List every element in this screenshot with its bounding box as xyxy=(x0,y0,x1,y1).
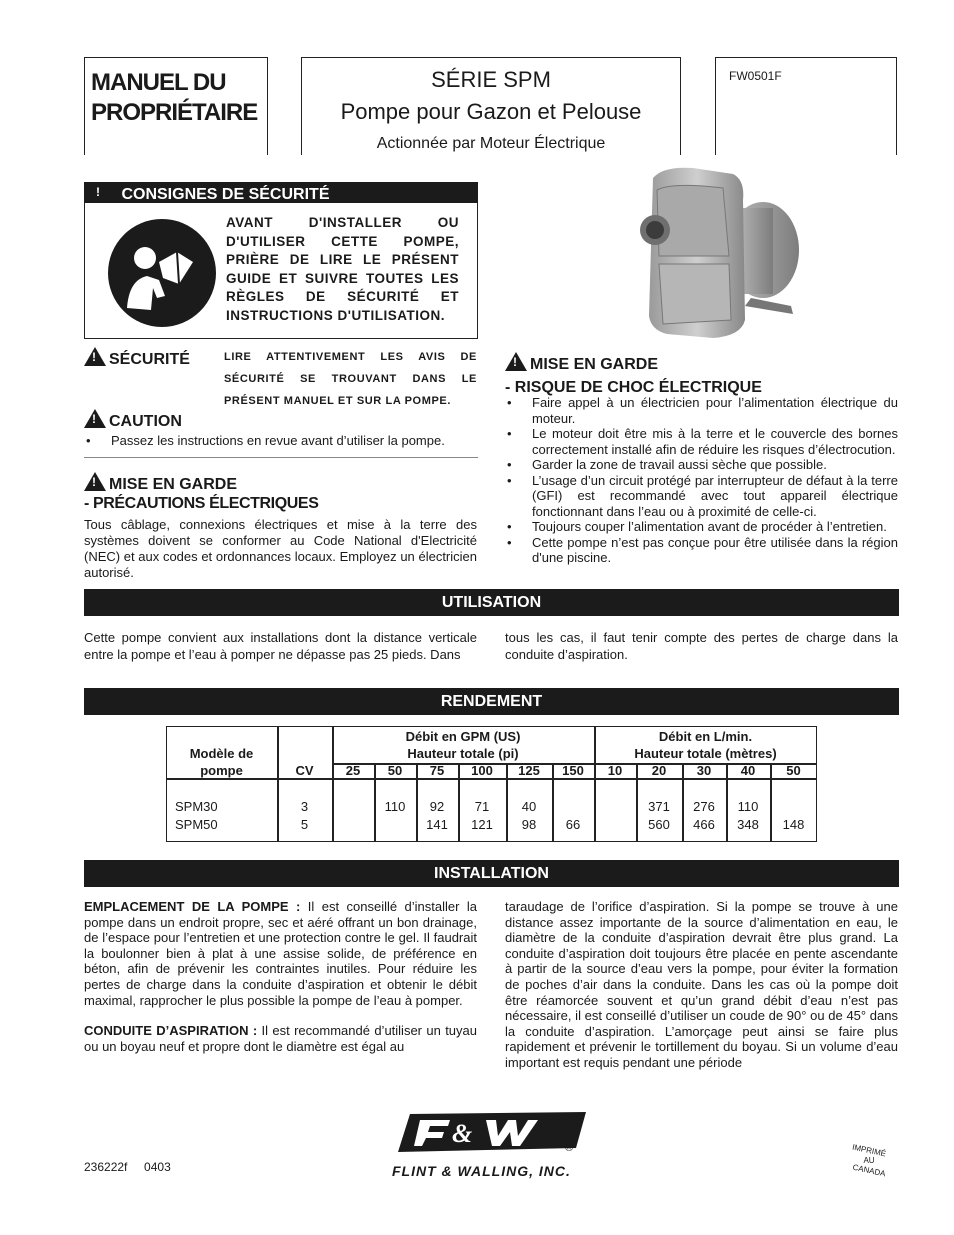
shock-warning-heading: !MISE EN GARDE xyxy=(505,352,658,374)
table-cell-lmin: 371 xyxy=(648,799,670,814)
series-subtitle: Pompe pour Gazon et Pelouse xyxy=(340,99,642,124)
col-header-model: pompe xyxy=(200,763,243,778)
list-item: • Faire appel à un électricien pour l’alimentation électrique du moteur. xyxy=(505,395,898,426)
col-header-m: 50 xyxy=(786,763,801,778)
table-cell-model: SPM30 xyxy=(175,799,218,814)
rendement-bar: RENDEMENT xyxy=(84,688,899,715)
col-header-lmin: Débit en L/min. xyxy=(658,729,753,744)
col-header-gpm: Hauteur totale (pi) xyxy=(407,746,519,761)
installation-left xyxy=(84,899,477,1054)
elec-warning-subheading: - PRÉCAUTIONS ÉLECTRIQUES xyxy=(84,495,319,512)
safety-notice-text: AVANT D'INSTALLER OU D'UTILISER CETTE POMPE, PRIÈRE DE LIRE LE PRÉSENT GUIDE ET SUIVRE TOUTES LES RÈGLES DE SÉCURITÉ ET INSTRUCTIONS D'UTILISATION. xyxy=(226,215,459,323)
installation-bar: INSTALLATION xyxy=(84,860,899,887)
warning-icon xyxy=(505,352,527,371)
caution-list xyxy=(84,433,478,449)
suction-line-paragraph: CONDUITE D’ASPIRATION : Il est recommandé d’utiliser un tuyau ou un boyau neuf et propre dont le diamètre est égal au xyxy=(84,1023,477,1054)
series-subtitle-2: Actionnée par Moteur Électrique xyxy=(376,135,606,152)
table-cell-gpm: 141 xyxy=(426,817,448,832)
manual-title: MANUEL DU PROPRIÉTAIRE xyxy=(91,69,258,126)
col-header-m: 40 xyxy=(740,763,756,778)
elec-warning-heading: !MISE EN GARDE xyxy=(84,472,237,494)
warning-icon xyxy=(84,347,106,366)
table-cell-cv: 3 xyxy=(300,799,309,814)
elec-warning-text: Tous câblage, connexions électriques et mise à la terre des systèmes doivent se conformer au Code National d'Electricité (NEC) et aux codes et ordonnances locaux. Employez un électricien autorisé. xyxy=(84,517,477,580)
pump-location-paragraph: EMPLACEMENT DE LA POMPE : Il est conseillé d’installer la pompe dans un endroit propre, sec et aéré offrant un bon drainage, de l’espace pour l’entretien et une protection contre le gel. Il faudrait la boulonner bien à plat à une assise solide, de préférence en béton, afin de prévenir les contraintes inutiles. Pour réduire les pertes de charge dans la conduite d’aspiration et obtenir le débit maximal, rapprocher le plus possible la pompe de l’eau à pomper. xyxy=(84,899,477,1008)
col-header-m: 30 xyxy=(696,763,712,778)
securite-heading: !SÉCURITÉ xyxy=(84,347,190,369)
table-cell-gpm: 92 xyxy=(429,799,445,814)
table-cell-lmin: 148 xyxy=(782,817,805,832)
shock-warning-subheading: - RISQUE DE CHOC ÉLECTRIQUE xyxy=(505,379,762,396)
company-logo xyxy=(390,1108,590,1156)
col-header-lmin: Hauteur totale (mètres) xyxy=(634,746,777,761)
shock-warning-list xyxy=(505,395,898,566)
table-cell-lmin: 560 xyxy=(648,817,670,832)
table-cell-lmin: 348 xyxy=(737,817,759,832)
warning-icon xyxy=(88,182,110,201)
table-cell-cv: 5 xyxy=(300,817,309,832)
list-item: • Le moteur doit être mis à la terre et le couvercle des bornes correctement installé afin de réduire les risques d’électrocution. xyxy=(505,426,898,457)
table-cell-gpm: 110 xyxy=(384,799,406,814)
list-item: • Passez les instructions en revue avant d’utiliser la pompe. xyxy=(84,433,478,449)
table-cell-gpm: 98 xyxy=(521,817,537,832)
col-header-cv: CV xyxy=(295,763,314,778)
table-cell-lmin: 276 xyxy=(693,799,715,814)
col-header-ft: 125 xyxy=(518,763,540,778)
doc-number: FW0501F xyxy=(729,69,782,83)
col-header-ft: 25 xyxy=(345,763,361,778)
installation-right: taraudage de l’orifice d’aspiration. Si la pompe se trouve à une distance assez importante de la source d’alimentation en eau, le diamètre de la conduite d’aspiration devrait être plus grand. La conduite d’aspiration doit toujours être placée en pente ascendante à partir de la source d’eau vers la pompe, pour éviter la formation de poches d’air dans la conduite. Dans les cas où la pompe doit être réamorcée souvent et qu’un grand débit d’eau n’est pas nécessaire, il est conseillé d’utiliser un coude de 90° ou de 45° dans la conduite d’aspiration. L’amorçage peut ainsi se faire plus rapidement et prévenir le tortillement du boyau. Si un volume d’eau important est requis pendant une période xyxy=(505,899,898,1070)
table-cell-gpm: 40 xyxy=(521,799,537,814)
divider xyxy=(84,457,478,458)
table-cell-gpm: 121 xyxy=(471,817,493,832)
table-cell-lmin: 110 xyxy=(737,799,759,814)
svg-text:&: & xyxy=(452,1119,473,1148)
col-header-ft: 75 xyxy=(429,763,445,778)
footer-code: 236222f 0403 xyxy=(84,1160,171,1174)
warning-icon xyxy=(84,409,106,428)
list-item: • L’usage d’un circuit protégé par interrupteur de défaut à la terre (GFI) est recommandé avec tout appareil électrique fonctionnant dans l’eau ou à proximité de celle-ci. xyxy=(505,473,898,520)
caution-heading: !CAUTION xyxy=(84,409,182,431)
utilisation-left: Cette pompe convient aux installations dont la distance verticale entre la pompe et l’eau à pomper ne dépasse pas 25 pieds. Dans xyxy=(84,630,477,662)
registered-mark: ® xyxy=(565,1142,574,1154)
safety-section-bar xyxy=(84,182,478,203)
table-cell-lmin: 466 xyxy=(693,817,715,832)
list-item: • Garder la zone de travail aussi sèche que possible. xyxy=(505,457,898,473)
utilisation-bar: UTILISATION xyxy=(84,589,899,616)
warning-icon xyxy=(84,472,106,491)
col-header-model: Modèle de xyxy=(189,746,254,761)
pump-image xyxy=(633,160,803,340)
col-header-m: 10 xyxy=(607,763,623,778)
list-item: • Cette pompe n’est pas conçue pour être utilisée dans la région d'une piscine. xyxy=(505,535,898,566)
utilisation-right: tous les cas, il faut tenir compte des pertes de charge dans la conduite d’aspiration. xyxy=(505,630,898,662)
series-title: SÉRIE SPM xyxy=(431,67,551,92)
table-cell-gpm: 66 xyxy=(565,817,581,832)
read-manual-icon xyxy=(107,218,217,328)
safety-section-title: CONSIGNES DE SÉCURITÉ xyxy=(121,186,330,203)
company-name: FLINT & WALLING, INC. xyxy=(392,1163,571,1179)
printed-in-canada-stamp: IMPRIMÉ AU CANADA xyxy=(851,1142,887,1179)
list-item: • Toujours couper l’alimentation avant de procéder à l’entretien. xyxy=(505,519,898,535)
table-cell-gpm: 71 xyxy=(474,799,490,814)
col-header-m: 20 xyxy=(651,763,667,778)
securite-text: LIRE ATTENTIVEMENT LES AVIS DE SÉCURITÉ SE TROUVANT DANS LE PRÉSENT MANUEL ET SUR LA POMPE. xyxy=(224,351,477,407)
col-header-ft: 100 xyxy=(471,763,493,778)
col-header-ft: 50 xyxy=(387,763,403,778)
table-cell-model: SPM50 xyxy=(175,817,218,832)
col-header-gpm: Débit en GPM (US) xyxy=(405,729,521,744)
col-header-ft: 150 xyxy=(562,763,584,778)
